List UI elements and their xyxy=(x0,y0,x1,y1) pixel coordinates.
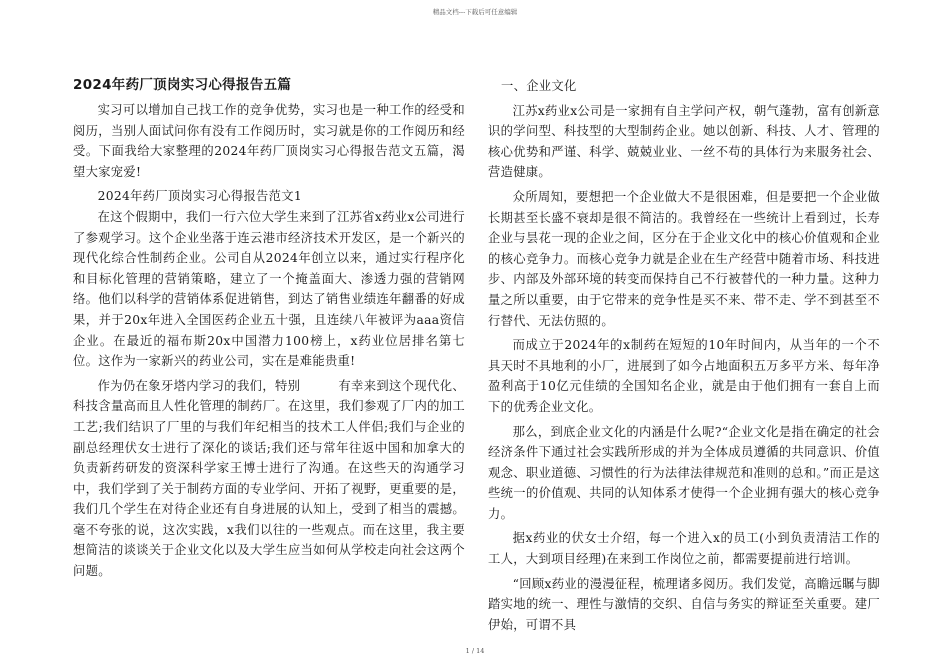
body-paragraph: 作为仍在象牙塔内学习的我们，特别 有幸来到这个现代化、科技含量高而且人性化管理的制药厂。在这里，我们参观了厂内的加工工艺;我们结识了厂里的与我们年纪相当的技术工人伴侣;我们与企业的副总经理伏女士进行了深化的谈话;我们还与常年往返中国和加拿大的负责新药研发的资深科学家王博士进行了沟通。在这些天的沟通学习中，我们学到了关于制药方面的专业学问、开拓了视野，更重要的是，我们几个学生在对待企业还有自身进展的认知上，受到了相当的震撼。毫不夸张的说，这次实践，x我们以往的一些观点。而在这里，我主要想简洁的谈谈关于企业文化以及大学生应当如何从学校走向社会这两个问题。 xyxy=(73,378,465,579)
sample-subtitle: 2024年药厂顶岗实习心得报告范文1 xyxy=(97,189,302,204)
document-title: 2024年药厂顶岗实习心得报告五篇 xyxy=(73,77,292,93)
body-paragraph: 据x药业的伏女士介绍，每一个进入x的员工(小到负责清洁工作的工人，大到项目经理)在来到工作岗位之前，都需要提前进行培训。 xyxy=(488,531,880,567)
page-number: 1 / 14 xyxy=(465,647,485,655)
body-paragraph: 而成立于2024年的x制药在短短的10年时间内，从当年的一个不具天时不具地利的小厂，进展到了如今占地面积五万多平方米、每年净盈利高于10亿元佳绩的全国知名企业，就是由于他们拥有一套自上而下的优秀企业文化。 xyxy=(488,338,880,414)
section-heading: 一、企业文化 xyxy=(501,79,577,93)
page-header: 精品文档---下载后可任意编辑 xyxy=(432,8,518,16)
right-column xyxy=(488,76,880,635)
body-paragraph: 那么，到底企业文化的内涵是什么呢?“企业文化是指在确定的社会经济条件下通过社会实践所形成的并为全体成员遵循的共同意识、价值观念、职业道德、习惯性的行为法律法律规范和准则的总和。”而正是这些统一的价值观、共同的认知体系才使得一个企业拥有强大的核心竞争力。 xyxy=(488,424,880,521)
intro-paragraph: 实习可以增加自己找工作的竞争优势，实习也是一种工作的经受和阅历，当别人面试问你有没有工作阅历时，实习就是你的工作阅历和经受。下面我给大家整理的2024年药厂顶岗实习心得报告范文五篇，渴望大家宠爱! xyxy=(73,103,465,179)
left-column xyxy=(73,76,465,582)
body-paragraph: 众所周知，要想把一个企业做大不是很困难，但是要把一个企业做长期甚至长盛不衰却是很不简洁的。我曾经在一些统计上看到过，长寿企业与昙花一现的企业之间，区分在于企业文化中的核心价值观和企业的核心竞争力。而核心竞争力就是企业在生产经营中随着市场、科技进步、内部及外部环境的转变而保持自己不行被替代的一种力量。这种力量之所以重要，由于它带来的竞争性是买不来、带不走、学不到甚至不行替代、无法仿照的。 xyxy=(488,189,880,328)
body-paragraph: 在这个假期中，我们一行六位大学生来到了江苏省x药业x公司进行了参观学习。这个企业坐落于连云港市经济技术开发区，是一个新兴的现代化综合性制药企业。公司自从2024年创立以来，通过实行程序化和目标化管理的营销策略，建立了一个掩盖面大、渗透力强的营销网络。他们以科学的营销体系促进销售，到达了销售业绩连年翻番的好成果，并于20x年进入全国医药企业五十强，且连续八年被评为aaa资信企业。在最近的福布斯20x中国潜力100榜上，x药业位居排名第七位。这作为一家新兴的药业公司，实在是难能贵重! xyxy=(73,209,465,369)
body-paragraph: “回顾x药业的漫漫征程，梳理诸多阅历。我们发觉，高瞻远瞩与脚踏实地的统一、理性与激情的交织、自信与务实的辩证至关重要。建厂伊始，可谓不具 xyxy=(488,576,880,632)
body-paragraph: 江苏x药业x公司是一家拥有自主学问产权，朝气蓬勃，富有创新意识的学问型、科技型的大型制药企业。她以创新、科技、人才、管理的核心优势和严谨、科学、兢兢业业、一丝不苟的具体行为来服务社会、营造健康。 xyxy=(488,103,880,180)
